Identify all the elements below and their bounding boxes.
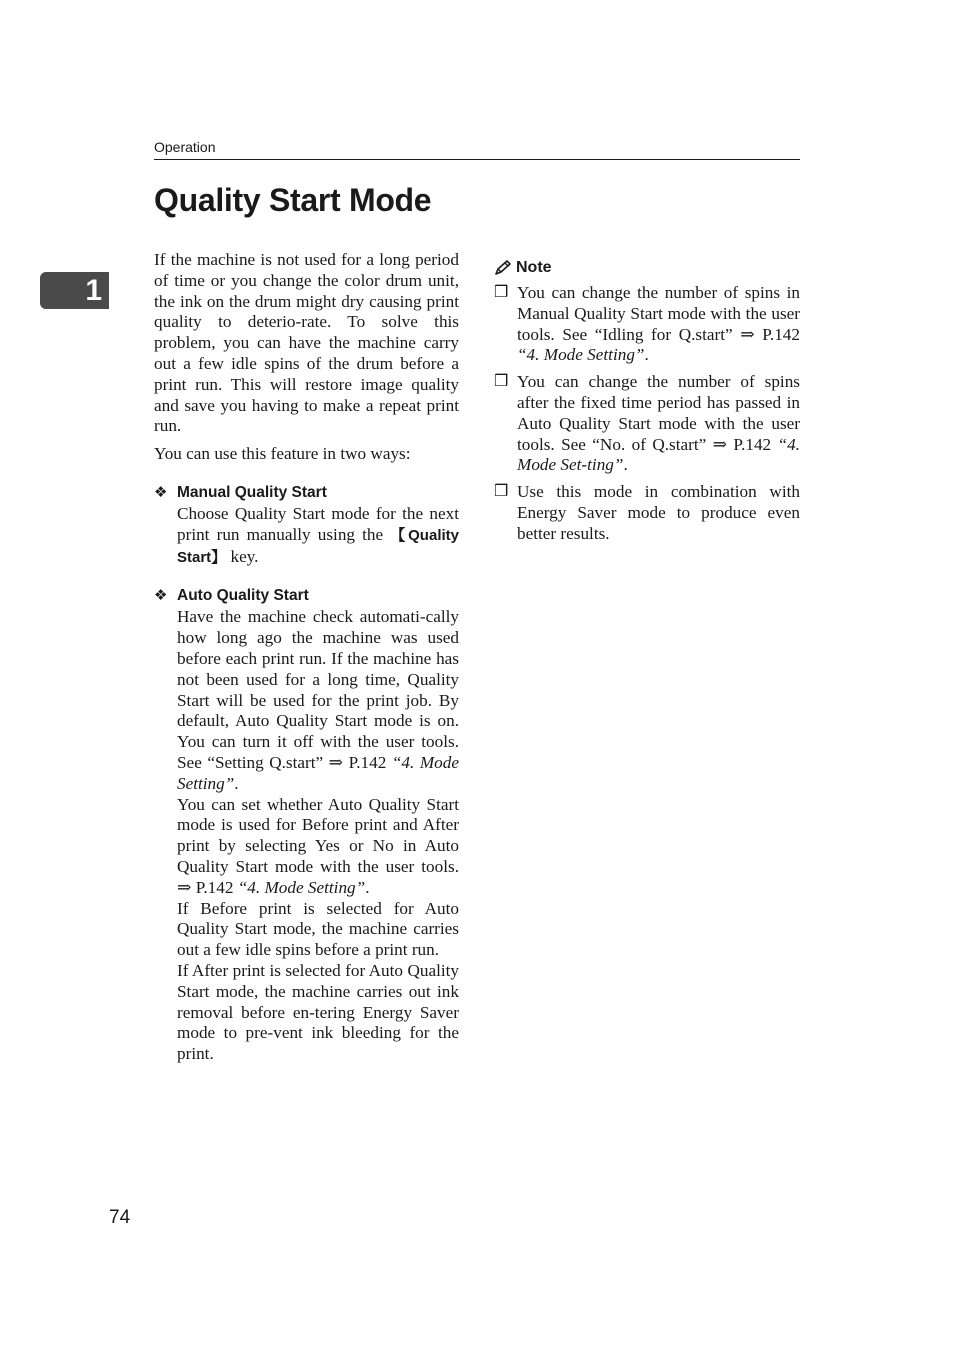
note-1-end: . [644,345,649,365]
auto-quality-start-heading [154,585,459,607]
note-item [494,482,800,544]
running-header: Operation [154,139,216,155]
checkbox-bullet-icon: ❒ [494,284,509,301]
diamond-bullet-icon: ❖ [154,587,168,605]
manual-heading-text: Manual Quality Start [177,483,327,501]
manual-quality-start-body [154,504,459,568]
note-item [494,283,800,366]
note-item-text [517,372,800,476]
note-1-text: You can change the number of spins in Manual Quality Start mode with the user tools. See “Idling for Q.start” ⇒ P.142 [517,283,800,344]
quality-start-key-label: 【Quality Start】 [177,526,459,566]
auto-p2-end: . [365,877,370,897]
page-title: Quality Start Mode [154,182,432,218]
chapter-tab: 1 [40,272,109,309]
note-heading-text: Note [516,259,552,276]
auto-paragraph-2 [177,795,459,899]
auto-p1-end: . [234,773,239,793]
note-item [494,372,800,476]
auto-p1-text: Have the machine check automati-cally how long ago the machine was used before each print run. If the machine has not been used for a long time, Quality Start will be used for the print job. By default, Auto Quality Start mode is on. You can turn it off with the user tools. See “Setting Q.start” ⇒ P.142 [177,607,459,772]
note-item-text [517,283,800,366]
ways-paragraph: You can use this feature in two ways: [154,444,411,464]
auto-p2-reference: “4. Mode Setting” [237,877,366,897]
note-item-text [517,482,800,544]
manual-paragraph [177,504,459,568]
manual-quality-start-heading [154,482,459,504]
manual-text-after-key: key. [226,546,259,566]
note-2-end: . [623,455,628,475]
auto-heading-text: Auto Quality Start [177,587,309,605]
auto-quality-start-body [154,607,459,1065]
checkbox-bullet-icon: ❒ [494,483,509,501]
checkbox-bullet-icon: ❒ [494,373,509,391]
manual-text-before-key: Choose Quality Start mode for the next print run manually using the [177,503,459,544]
pencil-icon [494,260,512,276]
auto-paragraph-3: If Before print is selected for Auto Quality Start mode, the machine carries out a few idle spins before a print run. [177,898,459,960]
right-column [494,257,800,545]
left-column [154,250,459,1065]
page-number: 74 [109,1207,131,1228]
note-2-text: You can change the number of spins after the fixed time period has passed in Auto Quality Start mode with the user tools. See “No. of Q.start” ⇒ P.142 [517,372,800,454]
auto-p2-text: You can set whether Auto Quality Start mode is used for Before print and After print by selecting Yes or No in Auto Quality Start mode with the user tools. ⇒ P.142 [177,794,459,897]
auto-paragraph-4: If After print is selected for Auto Quality Start mode, the machine carries out ink removal before en-tering Energy Saver mode to pre-vent ink bleeding for the print. [177,960,459,1064]
auto-paragraph-1 [177,607,459,794]
header-rule [154,159,800,160]
diamond-bullet-icon: ❖ [154,483,168,501]
auto-p1-reference: “4. Mode Setting” [177,752,459,793]
note-3-text: Use this mode in combination with Energy Saver mode to produce even better results. [517,482,800,543]
note-1-reference: “4. Mode Setting” [517,345,645,365]
note-heading [494,257,800,279]
note-2-reference: “4. Mode Set-ting” [517,434,800,475]
intro-paragraph: If the machine is not used for a long period of time or you change the color drum unit, the ink on the drum might dry causing print quality to deterio-rate. To solve this problem, you can have the machine carry out a few idle spins of the drum before a print run. This will restore image quality and save you having to make a repeat print run. [154,250,459,436]
